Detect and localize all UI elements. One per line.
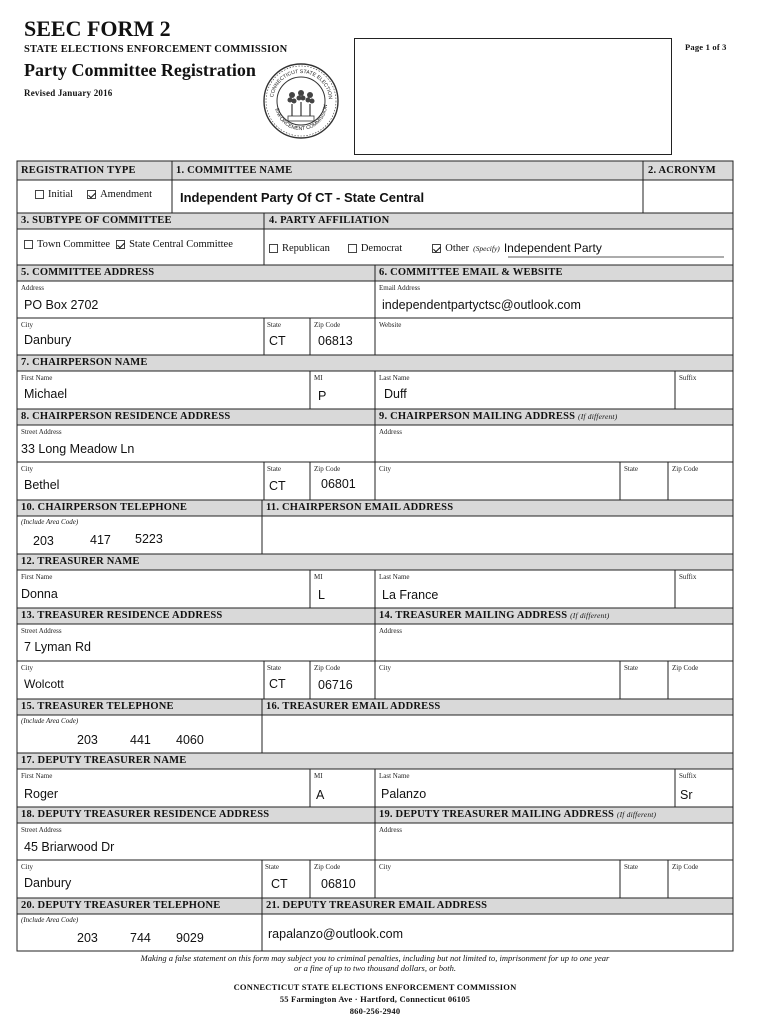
false-statement-warning — [17, 953, 733, 973]
last-name-label: Last Name — [379, 573, 410, 581]
party-affiliation-options — [269, 241, 602, 255]
chair-first-name-value[interactable]: Michael — [24, 387, 68, 401]
chair-street-value[interactable]: 33 Long Meadow Ln — [21, 442, 135, 456]
city-label: City — [379, 664, 392, 672]
city-label: City — [21, 664, 34, 672]
zip-label: Zip Code — [314, 465, 341, 473]
deputy-mailing-heading: 19. DEPUTY TREASURER MAILING ADDRESS (If different) — [379, 809, 657, 820]
zip-label: Zip Code — [314, 664, 341, 672]
street-label: Street Address — [21, 428, 62, 436]
warning-line-1: Making a false statement on this form may subject you to criminal penalties, including but not limited to, imprisonment for up to one year — [140, 953, 610, 963]
town-committee-checkbox[interactable]: Town Committee — [24, 239, 110, 250]
zip-label: Zip Code — [314, 321, 341, 329]
deputy-last-name-value[interactable]: Palanzo — [381, 787, 427, 801]
treasurer-mailing-heading: 14. TREASURER MAILING ADDRESS (If different) — [379, 610, 610, 621]
address-label: Address — [379, 826, 402, 834]
party-affiliation-heading: 4. PARTY AFFILIATION — [269, 215, 390, 226]
mi-label: MI — [314, 772, 323, 780]
checkbox-box-checked[interactable] — [432, 244, 441, 253]
registration-type-heading: REGISTRATION TYPE — [21, 165, 136, 176]
footer-address: 55 Farmington Ave · Hartford, Connecticut 06105 — [279, 994, 471, 1004]
treasurer-phone-line[interactable]: 4060 — [176, 733, 204, 747]
footer-agency: CONNECTICUT STATE ELECTIONS ENFORCEMENT COMMISSION — [233, 982, 517, 992]
chair-phone-area[interactable]: 203 — [33, 534, 54, 548]
treasurer-state-value[interactable]: CT — [269, 677, 286, 691]
city-label: City — [379, 465, 392, 473]
treasurer-first-name-value[interactable]: Donna — [21, 587, 58, 601]
svg-text:ENFORCEMENT COMMISSION: ENFORCEMENT COMMISSION — [273, 104, 330, 133]
treasurer-phone-area[interactable]: 203 — [77, 733, 98, 747]
treasurer-phone-heading: 15. TREASURER TELEPHONE — [21, 701, 174, 712]
checkbox-box-checked[interactable] — [116, 240, 125, 249]
deputy-phone-heading: 20. DEPUTY TREASURER TELEPHONE — [21, 900, 221, 911]
amendment-checkbox[interactable]: Amendment — [87, 189, 152, 200]
chair-residence-heading: 8. CHAIRPERSON RESIDENCE ADDRESS — [21, 411, 231, 422]
street-label: Street Address — [21, 826, 62, 834]
city-label: City — [379, 863, 392, 871]
chair-mailing-heading: 9. CHAIRPERSON MAILING ADDRESS (If different) — [379, 411, 618, 422]
committee-state-value[interactable]: CT — [269, 334, 286, 348]
deputy-email-value[interactable]: rapalanzo@outlook.com — [268, 927, 403, 941]
address-label: Address — [379, 627, 402, 635]
committee-name-value[interactable]: Independent Party Of CT - State Central — [180, 190, 425, 205]
chairperson-name-heading: 7. CHAIRPERSON NAME — [21, 357, 148, 368]
zip-label: Zip Code — [672, 664, 699, 672]
chair-last-name-value[interactable]: Duff — [384, 387, 407, 401]
area-code-note: (Include Area Code) — [21, 916, 79, 924]
committee-zip-value[interactable]: 06813 — [318, 334, 353, 348]
other-party-value[interactable]: Independent Party — [503, 241, 602, 255]
deputy-phone-area[interactable]: 203 — [77, 931, 98, 945]
checkbox-box-checked[interactable] — [87, 190, 96, 199]
mi-label: MI — [314, 374, 323, 382]
chair-zip-value[interactable]: 06801 — [321, 477, 356, 491]
deputy-residence-heading: 18. DEPUTY TREASURER RESIDENCE ADDRESS — [21, 809, 270, 820]
state-central-checkbox[interactable]: State Central Committee — [116, 239, 233, 250]
subtype-options — [24, 239, 233, 250]
treasurer-street-value[interactable]: 7 Lyman Rd — [24, 640, 91, 654]
deputy-mi-value[interactable]: A — [316, 788, 325, 802]
warning-line-2: or a fine of up to two thousand dollars, or both. — [294, 963, 456, 973]
first-name-label: First Name — [21, 374, 53, 382]
first-name-label: First Name — [21, 573, 53, 581]
city-label: City — [21, 863, 34, 871]
form-number: SEEC FORM 2 — [24, 16, 171, 41]
deputy-phone-prefix[interactable]: 744 — [130, 931, 151, 945]
first-name-label: First Name — [21, 772, 53, 780]
website-label: Website — [379, 321, 402, 329]
chair-phone-prefix[interactable]: 417 — [90, 533, 111, 547]
deputy-state-value[interactable]: CT — [271, 877, 288, 891]
committee-address-value[interactable]: PO Box 2702 — [24, 298, 99, 312]
chair-mi-value[interactable]: P — [318, 389, 327, 403]
treasurer-city-value[interactable]: Wolcott — [24, 677, 64, 691]
state-label: State — [624, 863, 638, 871]
other-checkbox[interactable]: Other — [432, 243, 469, 254]
area-code-note: (Include Area Code) — [21, 518, 79, 526]
deputy-street-value[interactable]: 45 Briarwood Dr — [24, 840, 115, 854]
chair-email-heading: 11. CHAIRPERSON EMAIL ADDRESS — [266, 502, 454, 513]
agency-name: STATE ELECTIONS ENFORCEMENT COMMISSION — [24, 44, 288, 55]
state-label: State — [267, 321, 281, 329]
acronym-heading: 2. ACRONYM — [648, 165, 716, 176]
treasurer-email-heading: 16. TREASURER EMAIL ADDRESS — [266, 701, 441, 712]
deputy-first-name-value[interactable]: Roger — [24, 787, 59, 801]
treasurer-phone-prefix[interactable]: 441 — [130, 733, 151, 747]
mi-label: MI — [314, 573, 323, 581]
treasurer-mi-value[interactable]: L — [318, 588, 325, 602]
suffix-label: Suffix — [679, 374, 697, 382]
republican-checkbox[interactable]: Republican — [269, 243, 330, 254]
committee-email-heading: 6. COMMITTEE EMAIL & WEBSITE — [379, 267, 563, 278]
committee-address-heading: 5. COMMITTEE ADDRESS — [21, 267, 155, 278]
state-label: State — [265, 863, 279, 871]
committee-name-heading: 1. COMMITTEE NAME — [176, 165, 293, 176]
state-label: State — [267, 465, 281, 473]
form-title: Party Committee Registration — [24, 60, 256, 80]
zip-label: Zip Code — [672, 863, 699, 871]
address-label: Address — [21, 284, 44, 292]
checkbox-box[interactable] — [35, 190, 44, 199]
state-label: State — [624, 664, 638, 672]
area-code-note: (Include Area Code) — [21, 717, 79, 725]
democrat-checkbox[interactable]: Democrat — [348, 243, 402, 254]
initial-checkbox[interactable]: Initial — [35, 189, 73, 200]
treasurer-last-name-value[interactable]: La France — [382, 588, 439, 602]
street-label: Street Address — [21, 627, 62, 635]
chair-phone-line[interactable]: 5223 — [135, 532, 163, 546]
checkbox-box[interactable] — [348, 244, 357, 253]
deputy-email-heading: 21. DEPUTY TREASURER EMAIL ADDRESS — [266, 900, 488, 911]
city-label: City — [21, 465, 34, 473]
registration-type-options — [35, 189, 166, 200]
city-label: City — [21, 321, 34, 329]
chair-city-value[interactable]: Bethel — [24, 478, 60, 492]
last-name-label: Last Name — [379, 772, 410, 780]
footer-phone: 860-256-2940 — [349, 1006, 401, 1016]
zip-label: Zip Code — [314, 863, 341, 871]
treasurer-residence-heading: 13. TREASURER RESIDENCE ADDRESS — [21, 610, 223, 621]
suffix-label: Suffix — [679, 573, 697, 581]
email-label: Email Address — [379, 284, 421, 292]
treasurer-name-heading: 12. TREASURER NAME — [21, 556, 140, 567]
deputy-phone-line[interactable]: 9029 — [176, 931, 204, 945]
state-label: State — [624, 465, 638, 473]
deputy-city-value[interactable]: Danbury — [24, 876, 72, 890]
deputy-suffix-value[interactable]: Sr — [680, 788, 693, 802]
chair-state-value[interactable]: CT — [269, 479, 286, 493]
committee-email-value[interactable]: independentpartyctsc@outlook.com — [382, 298, 581, 312]
chair-phone-heading: 10. CHAIRPERSON TELEPHONE — [21, 502, 188, 513]
svg-text:CONNECTICUT STATE ELECTIONS: CONNECTICUT STATE ELECTION — [269, 68, 333, 100]
subtype-heading: 3. SUBTYPE OF COMMITTEE — [21, 215, 172, 226]
committee-city-value[interactable]: Danbury — [24, 333, 72, 347]
state-label: State — [267, 664, 281, 672]
checkbox-box[interactable] — [269, 244, 278, 253]
deputy-zip-value[interactable]: 06810 — [321, 877, 356, 891]
page-number: Page 1 of 3 — [685, 42, 727, 52]
checkbox-box[interactable] — [24, 240, 33, 249]
treasurer-zip-value[interactable]: 06716 — [318, 678, 353, 692]
address-label: Address — [379, 428, 402, 436]
suffix-label: Suffix — [679, 772, 697, 780]
last-name-label: Last Name — [379, 374, 410, 382]
zip-label: Zip Code — [672, 465, 699, 473]
deputy-name-heading: 17. DEPUTY TREASURER NAME — [21, 755, 187, 766]
specify-label: (Specify) — [473, 243, 500, 253]
revised-date: Revised January 2016 — [24, 88, 113, 98]
